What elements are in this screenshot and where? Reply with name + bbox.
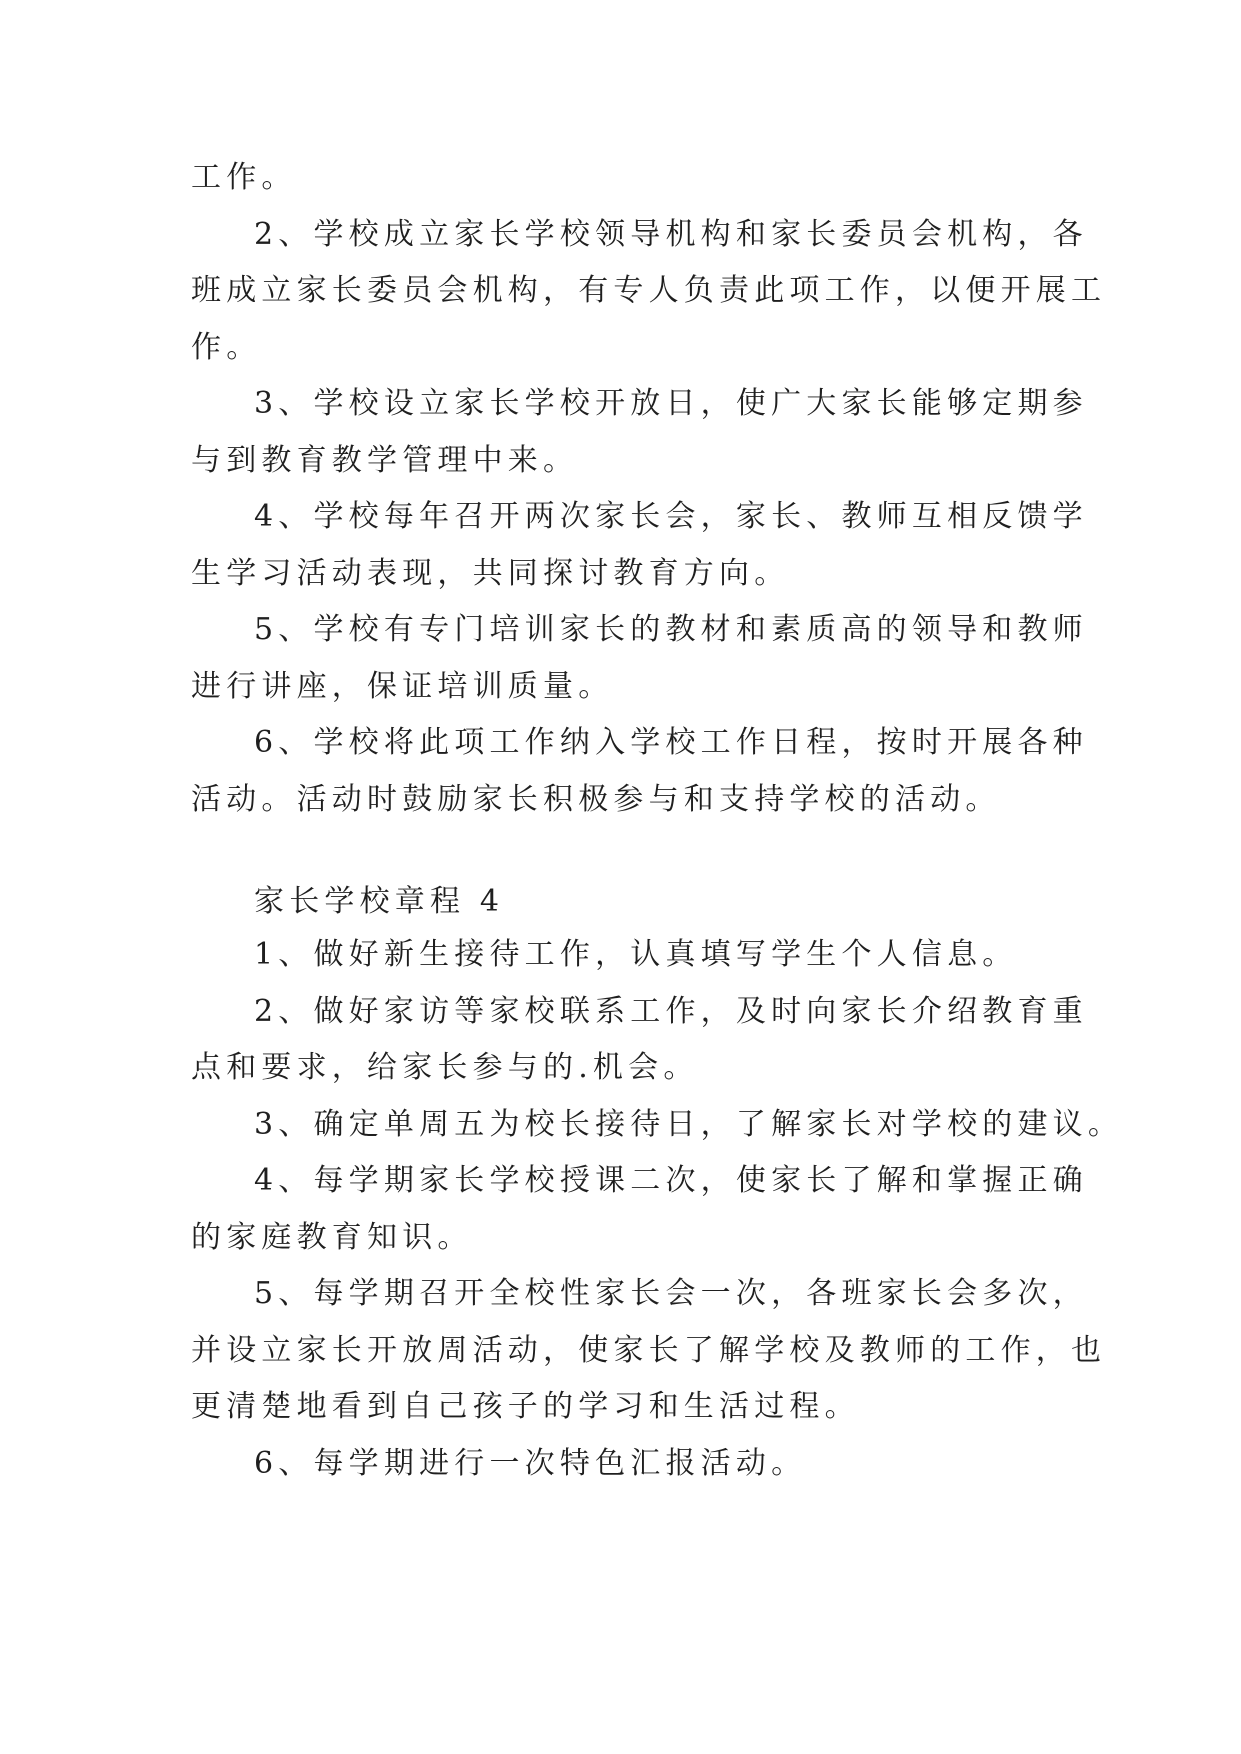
text-line: 生学习活动表现，共同探讨教育方向。 bbox=[191, 555, 790, 591]
text-line: 3、学校设立家长学校开放日，使广大家长能够定期参 bbox=[254, 386, 1088, 421]
text-line: 更清楚地看到自己孩子的学习和生活过程。 bbox=[191, 1389, 860, 1424]
paragraph-item-2 bbox=[191, 207, 1107, 377]
document-page bbox=[191, 150, 1124, 1492]
paragraph-item-5 bbox=[191, 602, 1088, 715]
text-line: 6、学校将此项工作纳入学校工作日程，按时开展各种 bbox=[254, 725, 1088, 760]
text-line: 5、每学期召开全校性家长会一次，各班家长会多次， bbox=[254, 1276, 1088, 1311]
paragraph-item-6 bbox=[191, 715, 1088, 828]
paragraph-item-4 bbox=[191, 1153, 1088, 1266]
paragraph-item-4 bbox=[191, 489, 1088, 602]
text-line: 工作。 bbox=[191, 160, 297, 195]
text-line: 2、学校成立家长学校领导机构和家长委员会机构，各 bbox=[254, 216, 1088, 252]
paragraph-item-5 bbox=[191, 1266, 1107, 1436]
text-line: 4、学校每年召开两次家长会，家长、教师互相反馈学 bbox=[254, 499, 1088, 534]
text-line: 班成立家长委员会机构，有专人负责此项工作，以便开展工 bbox=[191, 273, 1107, 308]
text-line: 活动。活动时鼓励家长积极参与和支持学校的活动。 bbox=[191, 781, 1001, 817]
paragraph-item-6 bbox=[191, 1436, 1053, 1493]
text-line: 5、学校有专门培训家长的教材和素质高的领导和教师 bbox=[254, 612, 1088, 647]
text-line: 1、做好新生接待工作，认真填写学生个人信息。 bbox=[254, 937, 1018, 972]
text-line: 作。 bbox=[191, 329, 262, 365]
paragraph-item-3 bbox=[191, 1097, 1124, 1154]
text-line: 4、每学期家长学校授课二次，使家长了解和掌握正确 bbox=[254, 1163, 1088, 1198]
paragraph-item-2 bbox=[191, 984, 1088, 1097]
text-line: 的家庭教育知识。 bbox=[191, 1219, 473, 1255]
text-line: 进行讲座，保证培训质量。 bbox=[191, 668, 614, 704]
text-line: 2、做好家访等家校联系工作，及时向家长介绍教育重 bbox=[254, 993, 1088, 1029]
text-line: 点和要求，给家长参与的.机会。 bbox=[191, 1050, 699, 1085]
text-line: 并设立家长开放周活动，使家长了解学校及教师的工作，也 bbox=[191, 1332, 1107, 1368]
paragraph-item-3 bbox=[191, 376, 1088, 489]
text-line: 3、确定单周五为校长接待日，了解家长对学校的建议。 bbox=[254, 1106, 1124, 1142]
paragraph-item-1 bbox=[191, 927, 1053, 984]
paragraph-continuation bbox=[191, 150, 1053, 207]
section-title: 家长学校章程 4 bbox=[254, 884, 505, 919]
text-line: 6、每学期进行一次特色汇报活动。 bbox=[254, 1445, 807, 1481]
text-line: 与到教育教学管理中来。 bbox=[191, 442, 579, 478]
